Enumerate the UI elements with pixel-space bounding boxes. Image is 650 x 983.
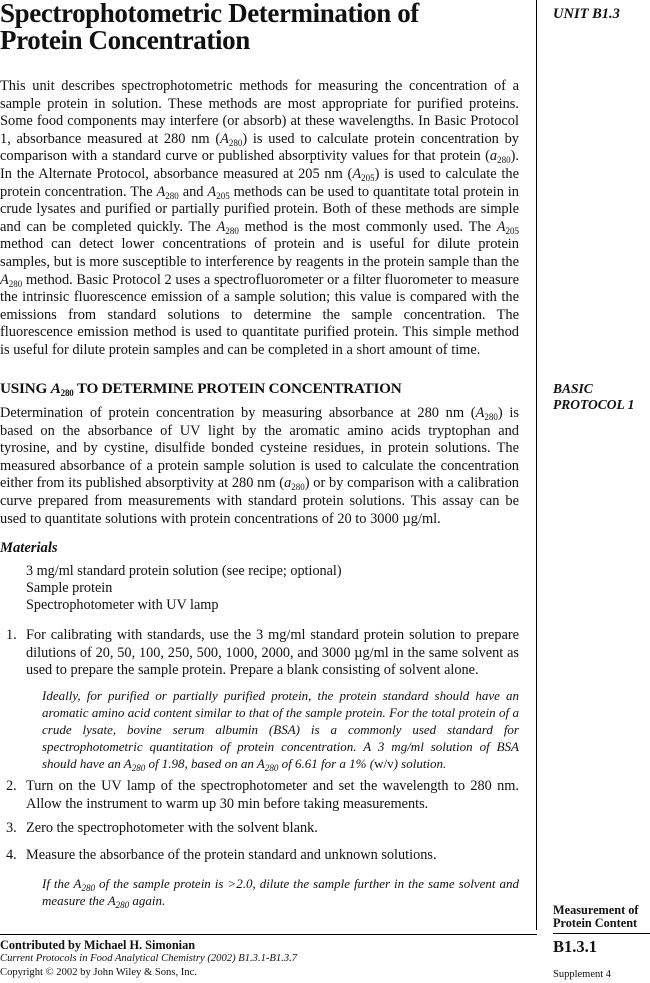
- citation: Current Protocols in Food Analytical Chemistry (2002) B1.3.1-B1.3.7: [0, 953, 298, 964]
- supplement-label: Supplement 4: [553, 969, 612, 980]
- step-text: Turn on the UV lamp of the spectrophotometer and set the wavelength to 280 nm. Allow the instrument to warm up 30 min before taking measurements.: [26, 778, 519, 812]
- page-code: B1.3.1: [553, 937, 598, 956]
- basic-protocol-label: [553, 381, 650, 413]
- section-title-label: [553, 904, 638, 930]
- column-divider: [536, 0, 537, 930]
- material-item: Spectrophotometer with UV lamp: [26, 597, 219, 613]
- section-heading: USING $A_{280}$ TO DETERMINE PROTEIN CONCENTRATION: [0, 380, 402, 398]
- step-number: 3.: [6, 820, 17, 836]
- title-line-2: Protein Concentration: [0, 25, 250, 55]
- basic-protocol-line-1: BASIC: [553, 381, 593, 396]
- step-number: 1.: [6, 627, 17, 643]
- material-item: Sample protein: [26, 580, 113, 596]
- unit-label: UNIT B1.3: [553, 6, 620, 22]
- step-text: Measure the absorbance of the protein standard and unknown solutions.: [26, 847, 437, 863]
- section-title-line-2: Protein Content: [553, 916, 638, 930]
- materials-heading: Materials: [0, 540, 58, 556]
- page-code-rule: [553, 933, 650, 934]
- basic-protocol-line-2: PROTOCOL 1: [553, 397, 635, 412]
- copyright: Copyright © 2002 by John Wiley & Sons, Inc.: [0, 967, 197, 978]
- section-title-line-1: Measurement of: [553, 903, 639, 917]
- step-4-note: If the $A_{280}$ of the sample protein is >2.0, dilute the sample further in the same solvent and measure the $A_{280}$ again.: [42, 876, 519, 910]
- step-text: For calibrating with standards, use the 3 mg/ml standard protein solution to prepare dilutions of 20, 50, 100, 250, 500, 1000, 2000, and 3000 µg/ml in the same solvent as used to prepare the sample protein. Prepare a blank consisting of solvent alone.: [26, 627, 519, 679]
- material-item: 3 mg/ml standard protein solution (see recipe; optional): [26, 563, 342, 579]
- intro-paragraph: This unit describes spectrophotometric methods for measuring the concentration of a sample protein in solution. These methods are most appropriate for purified proteins. Some food components may interfere (or absorb) at these wavelengths. In Basic Protocol 1, absorbance measured at 280 nm $(A_{280})$ is used to calculate protein concentration by comparison with a standard curve or published absorptivity values for that protein $(a_{280})$. In the Alternate Protocol, absorbance measured at 205 nm $(A_{205})$ is used to calculate the protein concentration. The $A_{280}$ and $A_{205}$ methods can be used to quantitate total protein in crude lysates and purified or partially purified protein. Both of these methods are simple and can be completed quickly. The $A_{280}$ method is the most commonly used. The $A_{205}$ method can detect lower concentrations of protein and is useful for dilute protein samples, but is more susceptible to interference by reagents in the protein sample than the $A_{280}$ method. Basic Protocol 2 uses a spectrofluorometer or a filter fluorometer to measure the intrinsic fluorescence emission of a sample solution; this value is compared with the emissions from standard solutions to determine the sample concentration. The fluorescence emission method is used to quantitate purified protein. This simple method is useful for dilute protein samples and can be completed in a short amount of time.: [0, 78, 519, 358]
- step-number: 2.: [6, 778, 17, 794]
- contributor: Contributed by Michael H. Simonian: [0, 938, 196, 952]
- title-line-1: Spectrophotometric Determination of: [0, 0, 419, 28]
- step-text: Zero the spectrophotometer with the solvent blank.: [26, 820, 318, 836]
- step-number: 4.: [6, 847, 17, 863]
- section-body: Determination of protein concentration by measuring absorbance at 280 nm $(A_{280})$ is based on the absorbance of UV light by the aromatic amino acids tryptophan and tyrosine, and by cystine, disulfide bonded cysteine residues, in protein solutions. The measured absorbance of a protein sample solution is used to calculate the concentration either from its published absorptivity at 280 nm $(a_{280})$ or by comparison with a calibration curve prepared from measurements with standard protein solutions. This assay can be used to quantitate solutions with protein concentrations of 20 to 3000 µg/ml.: [0, 405, 519, 527]
- footer-rule: [0, 934, 537, 935]
- step-1-note: Ideally, for purified or partially purified protein, the protein standard should have an aromatic amino acid content similar to that of the sample protein. For the total protein of a crude lysate, bovine serum albumin (BSA) is a commonly used standard for spectrophotometric quantitation of protein concentration. A 3 mg/ml solution of BSA should have an $A_{280}$ of 1.98, based on an $A_{280}$ of 6.61 for a 1% (w/v) solution.: [42, 688, 519, 773]
- page-title: [0, 0, 530, 54]
